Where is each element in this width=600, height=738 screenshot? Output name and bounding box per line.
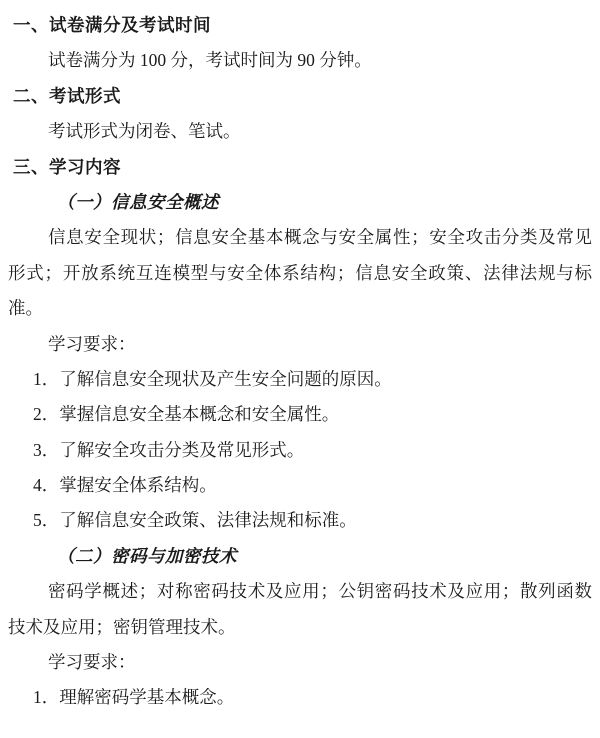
list-item-requirement-1-3: 3．了解安全攻击分类及常见形式。 bbox=[33, 439, 305, 460]
label-study-requirements-1: 学习要求： bbox=[48, 333, 136, 354]
subheading-info-security-overview: （一）信息安全概述 bbox=[57, 191, 219, 212]
list-item-requirement-1-2: 2．掌握信息安全基本概念和安全属性。 bbox=[33, 404, 340, 425]
list-item-requirement-1-1: 1．了解信息安全现状及产生安全问题的原因。 bbox=[33, 368, 392, 389]
paragraph-crypto-topics-line-2: 技术及应用；密钥管理技术。 bbox=[8, 616, 236, 637]
list-item-requirement-1-5: 5．了解信息安全政策、法律法规和标准。 bbox=[33, 510, 357, 531]
heading-study-content: 三、学习内容 bbox=[13, 156, 121, 177]
list-item-requirement-1-4: 4．掌握安全体系结构。 bbox=[33, 475, 217, 496]
paragraph-exam-score-and-time: 试卷满分为 100 分，考试时间为 90 分钟。 bbox=[48, 50, 372, 71]
paragraph-info-security-topics-line-2: 形式；开放系统互连模型与安全体系结构；信息安全政策、法律法规与标 bbox=[8, 262, 592, 283]
heading-exam-format: 二、考试形式 bbox=[13, 85, 121, 106]
label-study-requirements-2: 学习要求： bbox=[48, 652, 136, 673]
paragraph-crypto-topics-line-1: 密码学概述；对称密码技术及应用；公钥密码技术及应用；散列函数 bbox=[48, 581, 592, 602]
subheading-crypto-and-encryption: （二）密码与加密技术 bbox=[57, 545, 237, 566]
paragraph-info-security-topics-line-1: 信息安全现状；信息安全基本概念与安全属性；安全攻击分类及常见 bbox=[48, 227, 592, 248]
paragraph-info-security-topics-line-3: 准。 bbox=[8, 298, 43, 319]
paragraph-exam-format: 考试形式为闭卷、笔试。 bbox=[48, 121, 241, 142]
heading-exam-score-and-time: 一、试卷满分及考试时间 bbox=[13, 15, 211, 35]
list-item-requirement-2-1: 1．理解密码学基本概念。 bbox=[33, 687, 235, 708]
